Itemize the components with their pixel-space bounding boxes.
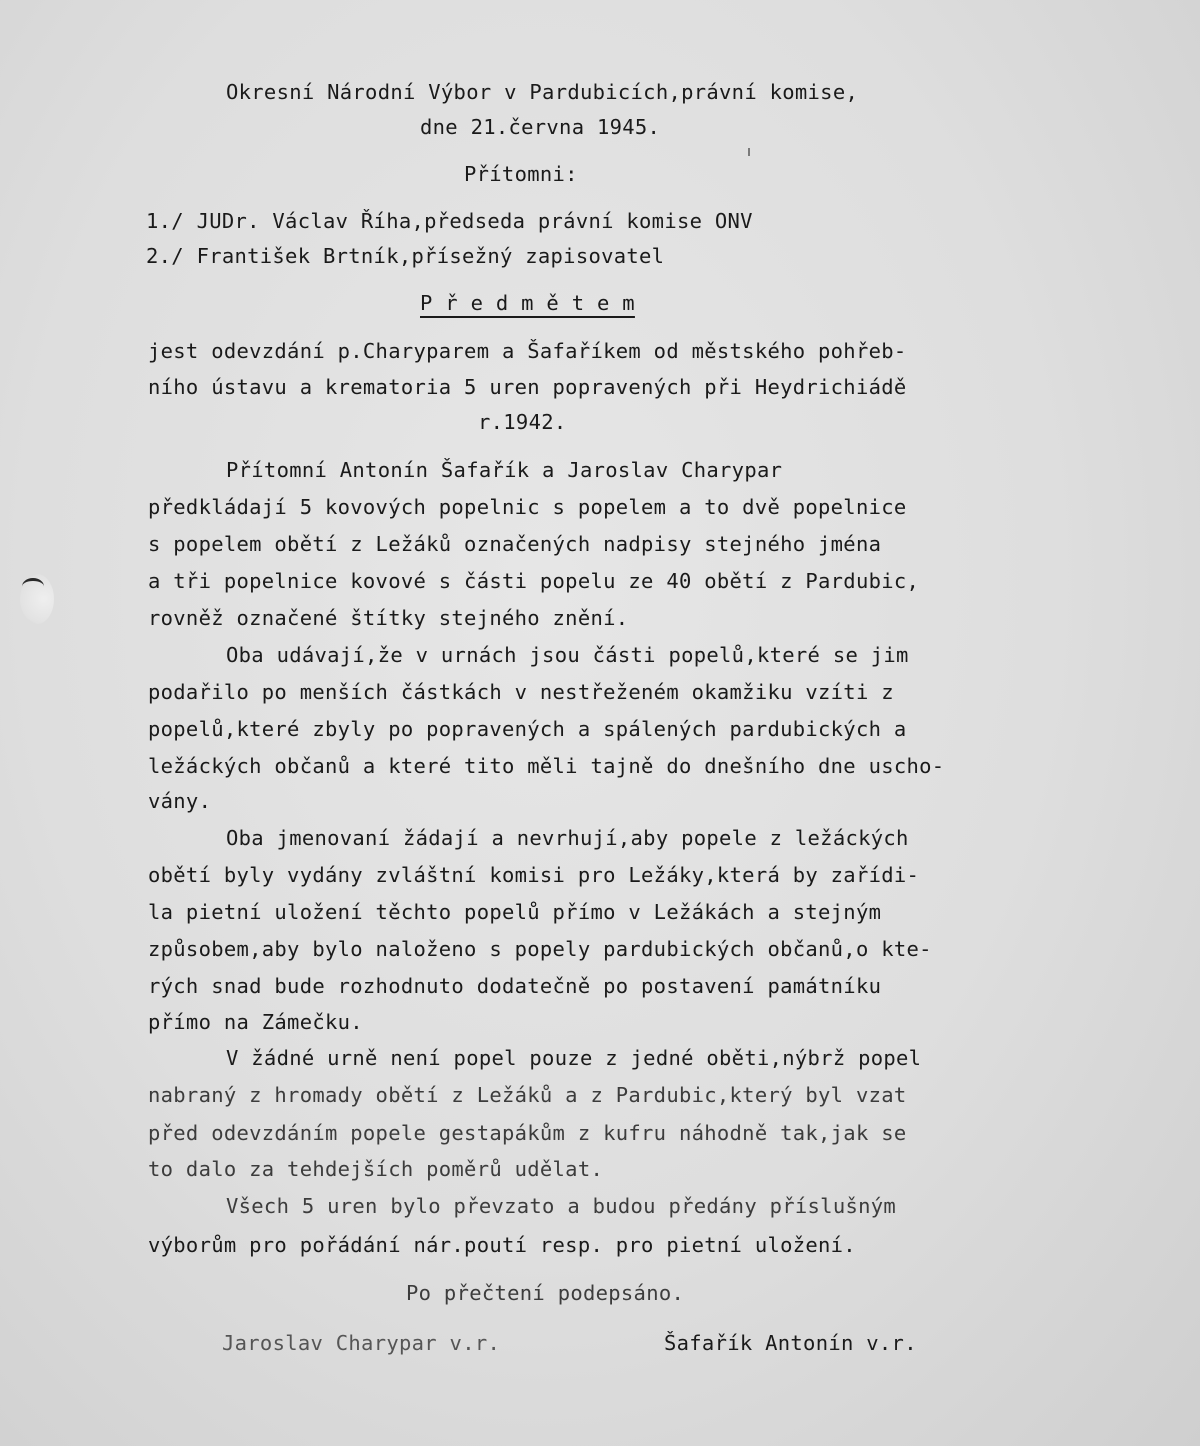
paper-mark <box>748 148 750 156</box>
para3-line-2: obětí byly vydány zvláštní komisi pro Ležáky,která by zařídi- <box>148 863 920 887</box>
para4-line-1: V žádné urně není popel pouze z jedné oběti,nýbrž popel <box>226 1046 922 1070</box>
closing-line: Po přečtení podepsáno. <box>406 1281 685 1305</box>
para5-line-2: výborům pro pořádání nár.poutí resp. pro pietní uložení. <box>148 1233 856 1257</box>
para2-line-2: podařilo po menších částkách v nestřeženém okamžiku vzíti z <box>148 680 894 704</box>
para2-line-5: vány. <box>148 789 212 813</box>
para2-line-1: Oba udávají,že v urnách jsou části popelů,které se jim <box>226 643 909 667</box>
para4-line-2: nabraný z hromady obětí z Ležáků a z Pardubic,který byl vzat <box>148 1083 907 1107</box>
signature-left: Jaroslav Charypar v.r. <box>222 1331 501 1355</box>
para3-line-6: přímo na Zámečku. <box>148 1010 363 1034</box>
para3-line-1: Oba jmenovaní žádají a nevrhují,aby popele z ležáckých <box>226 826 909 850</box>
attendee-1: 1./ JUDr. Václav Říha,předseda právní komise ONV <box>146 209 753 233</box>
signature-right: Šafařík Antonín v.r. <box>664 1331 917 1355</box>
attendee-2: 2./ František Brtník,přísežný zapisovatel <box>146 244 665 268</box>
para1-line-2: předkládají 5 kovových popelnic s popelem a to dvě popelnice <box>148 495 907 519</box>
para2-line-4: ležáckých občanů a které tito měli tajně do dnešního dne uscho- <box>148 754 945 778</box>
subject-line-2: ního ústavu a krematoria 5 uren popravených při Heydrichiádě <box>148 375 907 399</box>
para5-line-1: Všech 5 uren bylo převzato a budou předány příslušným <box>226 1194 897 1218</box>
header-line-1: Okresní Národní Výbor v Pardubicích,právní komise, <box>226 80 859 104</box>
para4-line-4: to dalo za tehdejších poměrů udělat. <box>148 1157 604 1181</box>
para3-line-3: la pietní uložení těchto popelů přímo v Ležákách a stejným <box>148 900 882 924</box>
para3-line-4: způsobem,aby bylo naloženo s popely pardubických občanů,o kte- <box>148 937 932 961</box>
para1-line-5: rovněž označené štítky stejného znění. <box>148 606 629 630</box>
header-date: dne 21.června 1945. <box>420 115 661 139</box>
subject-heading: P ř e d m ě t e m <box>420 291 635 315</box>
subject-line-3: r.1942. <box>478 410 567 434</box>
punch-hole <box>20 574 54 624</box>
present-heading: Přítomni: <box>464 162 578 186</box>
subject-line-1: jest odevzdání p.Charyparem a Šafaříkem od městského pohřeb- <box>148 339 907 363</box>
para4-line-3: před odevzdáním popele gestapákům z kufru náhodně tak,jak se <box>148 1121 907 1145</box>
para1-line-3: s popelem obětí z Ležáků označených nadpisy stejného jména <box>148 532 882 556</box>
para3-line-5: rých snad bude rozhodnuto dodatečně po postavení památníku <box>148 974 882 998</box>
para1-line-4: a tři popelnice kovové s části popelu ze 40 obětí z Pardubic, <box>148 569 920 593</box>
para1-line-1: Přítomní Antonín Šafařík a Jaroslav Charypar <box>226 458 783 482</box>
para2-line-3: popelů,které zbyly po popravených a spálených pardubických a <box>148 717 907 741</box>
